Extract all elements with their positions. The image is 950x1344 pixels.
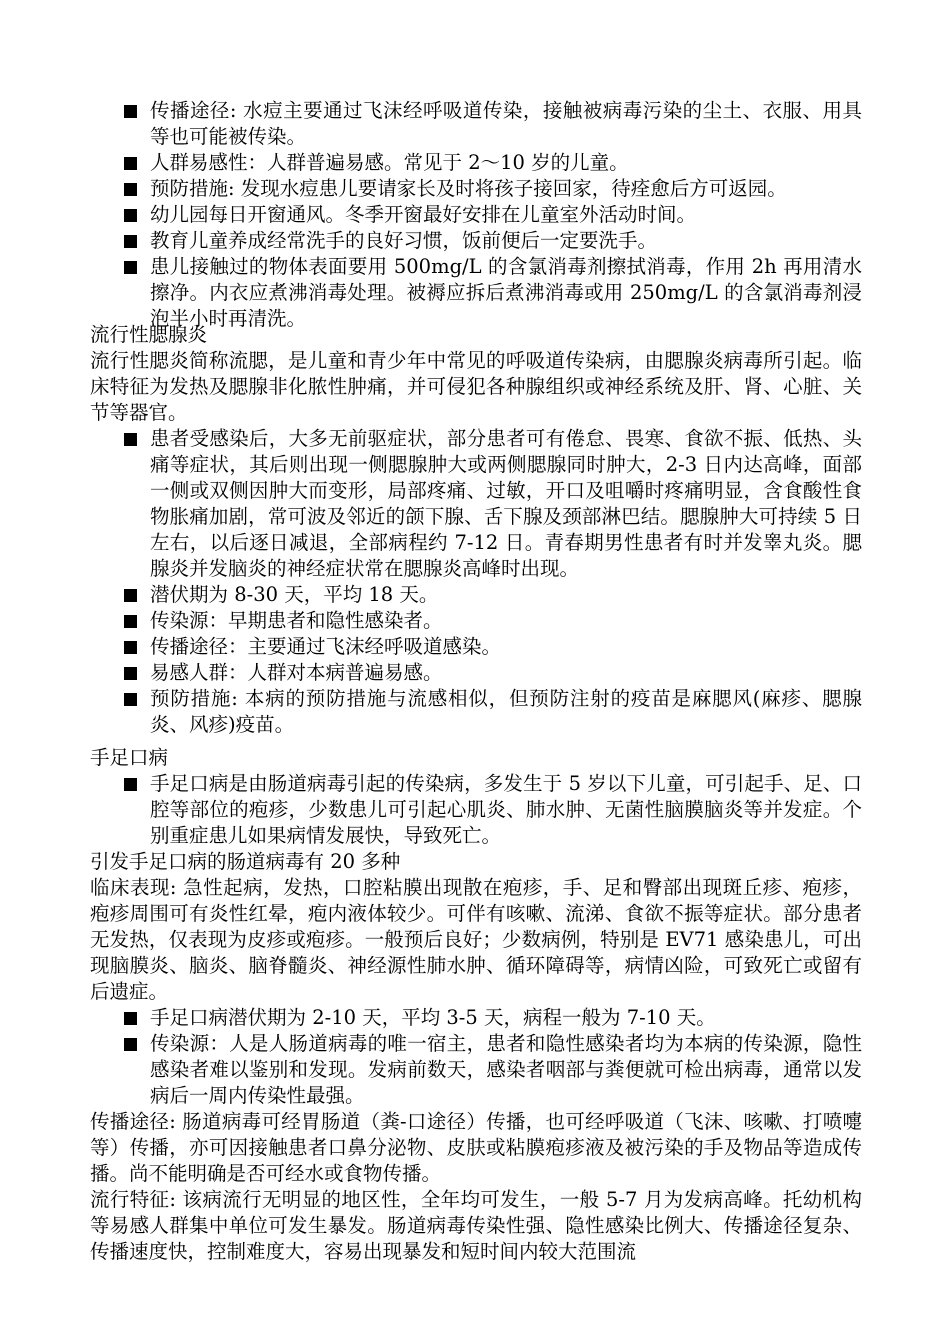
section-heading-hfmd: 手足口病 <box>90 746 169 769</box>
square-bullet-icon <box>124 615 137 628</box>
list-item: 幼儿园每日开窗通风。冬季开窗最好安排在儿童室外活动时间。 <box>90 202 862 228</box>
list-item: 教育儿童养成经常洗手的良好习惯，饭前便后一定要洗手。 <box>90 228 862 254</box>
mumps-bullet-list <box>90 426 862 738</box>
varicella-section <box>90 98 862 332</box>
list-item: 传播途径: 水痘主要通过飞沫经呼吸道传染，接触被病毒污染的尘土、衣服、用具等也可能被传染。 <box>90 98 862 150</box>
hfmd-clinical-paragraph: 临床表现: 急性起病，发热，口腔粘膜出现散在疱疹，手、足和臀部出现斑丘疹、疱疹，疱疹周围可有炎性红晕，疱内液体较少。可伴有咳嗽、流涕、食欲不振等症状。部分患者无发热，仅表现为皮疹或疱疹。一般预后良好；少数病例，特别是 EV71 感染患儿，可出现脑膜炎、脑炎、脑脊髓炎、神经源性肺水肿、循环障碍等，病情凶险，可致死亡或留有后遗症。 <box>90 876 862 1003</box>
square-bullet-icon <box>124 183 137 196</box>
section-heading-mumps: 流行性腮腺炎 <box>90 323 208 346</box>
list-item: 患者受感染后，大多无前驱症状，部分患者可有倦怠、畏寒、食欲不振、低热、头痛等症状，其后则出现一侧腮腺肿大或两侧腮腺同时肿大，2-3 日内达高峰，面部一侧或双侧因肿大而变形，局部疼痛、过敏，开口及咀嚼时疼痛明显，含食酸性食物胀痛加剧，常可波及邻近的颌下腺、舌下腺及颈部淋巴结。腮腺肿大可持续 5 日左右，以后逐日减退，全部病程约 7-12 日。青春期男性患者有时并发睾丸炎。腮腺炎并发脑炎的神经症状常在腮腺炎高峰时出现。 <box>90 426 862 582</box>
list-item: 手足口病潜伏期为 2-10 天，平均 3-5 天，病程一般为 7-10 天。 <box>90 1005 862 1031</box>
square-bullet-icon <box>124 261 137 274</box>
hfmd-epidemic-paragraph: 流行特征: 该病流行无明显的地区性，全年均可发生，一般 5-7 月为发病高峰。托幼机构等易感人群集中单位可发生暴发。肠道病毒传染性强、隐性感染比例大、传播途径复杂、传播速度快，控制难度大，容易出现暴发和短时间内较大范围流 <box>90 1188 862 1263</box>
square-bullet-icon <box>124 778 137 791</box>
hfmd-bullet-list-1 <box>90 771 862 849</box>
square-bullet-icon <box>124 641 137 654</box>
hfmd-bullet-list-2 <box>90 1005 862 1109</box>
list-item: 易感人群：人群对本病普遍易感。 <box>90 660 862 686</box>
list-item: 潜伏期为 8-30 天，平均 18 天。 <box>90 582 862 608</box>
square-bullet-icon <box>124 433 137 446</box>
square-bullet-icon <box>124 667 137 680</box>
list-item: 预防措施: 发现水痘患儿要请家长及时将孩子接回家，待痊愈后方可返园。 <box>90 176 862 202</box>
list-item: 患儿接触过的物体表面要用 500mg/L 的含氯消毒剂擦拭消毒，作用 2h 再用清水擦净。内衣应煮沸消毒处理。被褥应拆后煮沸消毒或用 250mg/L 的含氯消毒剂浸泡半小时再清洗。 <box>90 254 862 332</box>
mumps-section <box>90 322 862 738</box>
list-item: 预防措施: 本病的预防措施与流感相似，但预防注射的疫苗是麻腮风(麻疹、腮腺炎、风疹)疫苗。 <box>90 686 862 738</box>
list-item: 传染源：早期患者和隐性感染者。 <box>90 608 862 634</box>
square-bullet-icon <box>124 105 137 118</box>
list-item: 人群易感性：人群普遍易感。常见于 2～10 岁的儿童。 <box>90 150 862 176</box>
list-item: 传染源：人是人肠道病毒的唯一宿主，患者和隐性感染者均为本病的传染源，隐性感染者难以鉴别和发现。发病前数天，感染者咽部与粪便就可检出病毒，通常以发病后一周内传染性最强。 <box>90 1031 862 1109</box>
mumps-intro: 流行性腮炎简称流腮，是儿童和青少年中常见的呼吸道传染病，由腮腺炎病毒所引起。临床特征为发热及腮腺非化脓性肿痛，并可侵犯各种腺组织或神经系统及肝、肾、心脏、关节等器官。 <box>90 349 862 424</box>
hfmd-section <box>90 745 862 1265</box>
list-item: 传播途径：主要通过飞沫经呼吸道感染。 <box>90 634 862 660</box>
list-item: 手足口病是由肠道病毒引起的传染病，多发生于 5 岁以下儿童，可引起手、足、口腔等部位的疱疹，少数患儿可引起心肌炎、肺水肿、无菌性脑膜脑炎等并发症。个别重症患儿如果病情发展快，导致死亡。 <box>90 771 862 849</box>
hfmd-virus-line: 引发手足口病的肠道病毒有 20 多种 <box>90 850 401 873</box>
hfmd-transmission-paragraph: 传播途径: 肠道病毒可经胃肠道（粪-口途径）传播，也可经呼吸道（飞沫、咳嗽、打喷嚏等）传播，亦可因接触患者口鼻分泌物、皮肤或粘膜疱疹液及被污染的手及物品等造成传播。尚不能明确是否可经水或食物传播。 <box>90 1110 862 1185</box>
square-bullet-icon <box>124 693 137 706</box>
square-bullet-icon <box>124 235 137 248</box>
square-bullet-icon <box>124 1012 137 1025</box>
square-bullet-icon <box>124 209 137 222</box>
square-bullet-icon <box>124 157 137 170</box>
varicella-bullet-list <box>90 98 862 332</box>
square-bullet-icon <box>124 1038 137 1051</box>
square-bullet-icon <box>124 589 137 602</box>
